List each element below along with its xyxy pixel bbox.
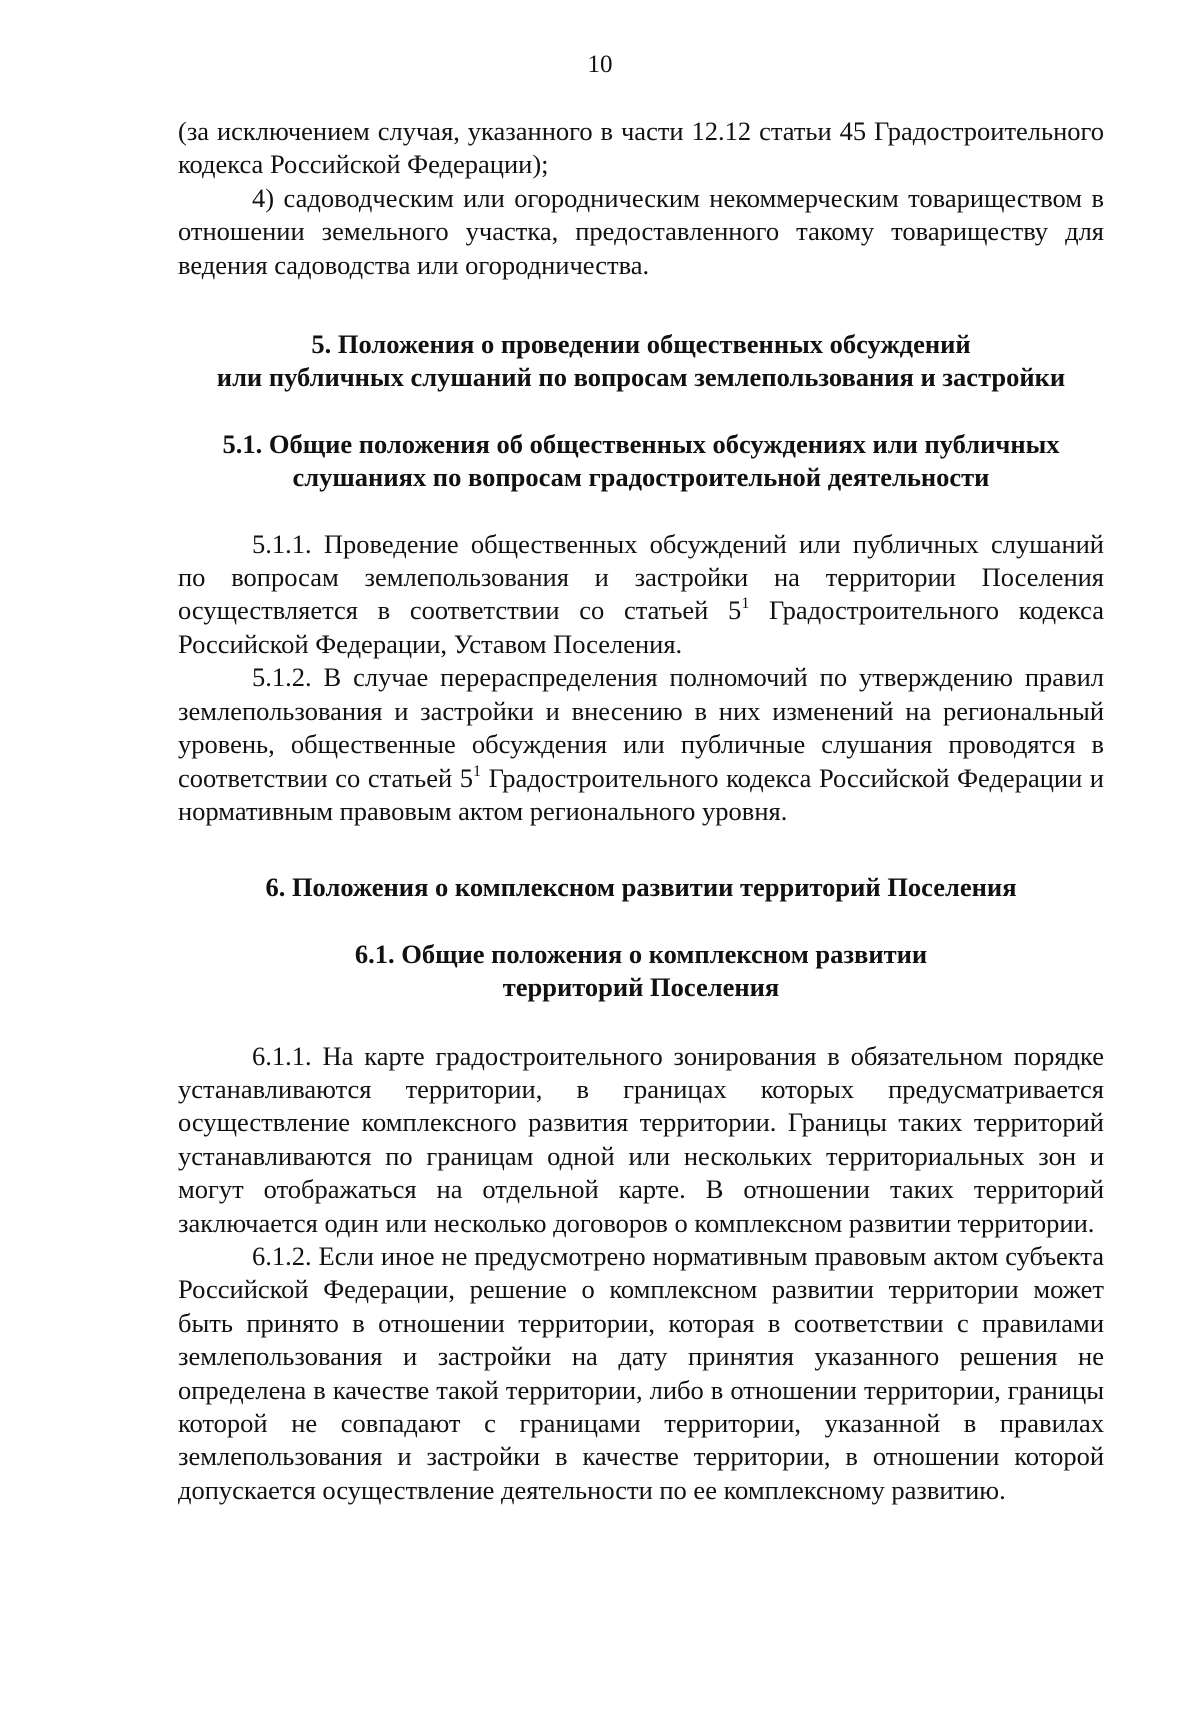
paragraph-intro-continuation: (за исключением случая, указанного в части 12.12 статьи 45 Градостроительного кодекса Российской Федерации); [178,116,1104,180]
paragraph-item-4: 4) садоводческим или огородническим некоммерческим товариществом в отношении земельного участка, предоставленного такому товариществу для ведения садоводства или огородничества. [178,182,1104,280]
paragraph-6-1-2: 6.1.2. Если иное не предусмотрено нормативным правовым актом субъекта Российской Федерации, решение о комплексном развитии территории может быть принято в отношении территории, которая в соответствии с правилами землепользования и застройки на дату принятия указанного решения не определена в качестве такой территории, либо в отношении территории, границы которой не совпадают с границами территории, указанной в правилах землепользования и застройки в качестве территории, в отношении которой допускается осуществление деятельности по ее комплексному развитию. [178,1240,1104,1505]
section-6-heading: 6. Положения о комплексном развитии территорий Поселения [265,872,1017,903]
section-6-1-heading [178,938,1104,1005]
paragraph-5-1-1-superscript: 1 [741,595,750,613]
section-5-1-heading [178,428,1104,495]
section-6-1-heading-line-2: территорий Поселения [502,972,780,1003]
paragraph-5-1-2-superscript: 1 [473,762,482,780]
page-number: 10 [587,51,613,78]
section-5-heading [178,328,1104,395]
section-5-heading-line-2: или публичных слушаний по вопросам землепользования и застройки [216,362,1066,393]
paragraph-6-1-1: 6.1.1. На карте градостроительного зонирования в обязательном порядке устанавливаются территории, в границах которых предусматривается осуществление комплексного развития территории. Границы таких территорий устанавливаются по границам одной или нескольких территориальных зон и могут отображаться на отдельной карте. В отношении таких территорий заключается один или несколько договоров о комплексном развитии территории. [178,1040,1104,1238]
paragraph-5-1-1-text: 5.1.1. Проведение общественных обсуждений или публичных слушаний по вопросам землепользования и застройки на территории Поселения осуществляется в соответствии со статьей 5 [178,528,1104,626]
paragraph-5-1-2-tail: Градостроительного кодекса Российской Федерации и нормативным правовым актом регионального уровня. [178,762,1104,826]
paragraph-5-1-1 [178,528,1104,662]
section-5-heading-line-1: 5. Положения о проведении общественных обсуждений [311,329,971,360]
paragraph-5-1-2-text: 5.1.2. В случае перераспределения полномочий по утверждению правил землепользования и застройки и внесению в них изменений на региональный уровень, общественные обсуждения или публичные слушания проводятся в соответствии со статьей 5 [178,662,1104,793]
section-5-1-heading-line-1: 5.1. Общие положения об общественных обсуждениях или публичных [222,428,1060,459]
paragraph-5-1-1-tail: Градостроительного кодекса Российской Федерации, Уставом Поселения. [178,595,1104,659]
document-body [178,115,1104,1507]
paragraph-5-1-2 [178,661,1104,828]
section-6-1-heading-line-1: 6.1. Общие положения о комплексном развитии [354,938,928,969]
section-5-1-heading-line-2: слушаниях по вопросам градостроительной деятельности [292,462,990,493]
